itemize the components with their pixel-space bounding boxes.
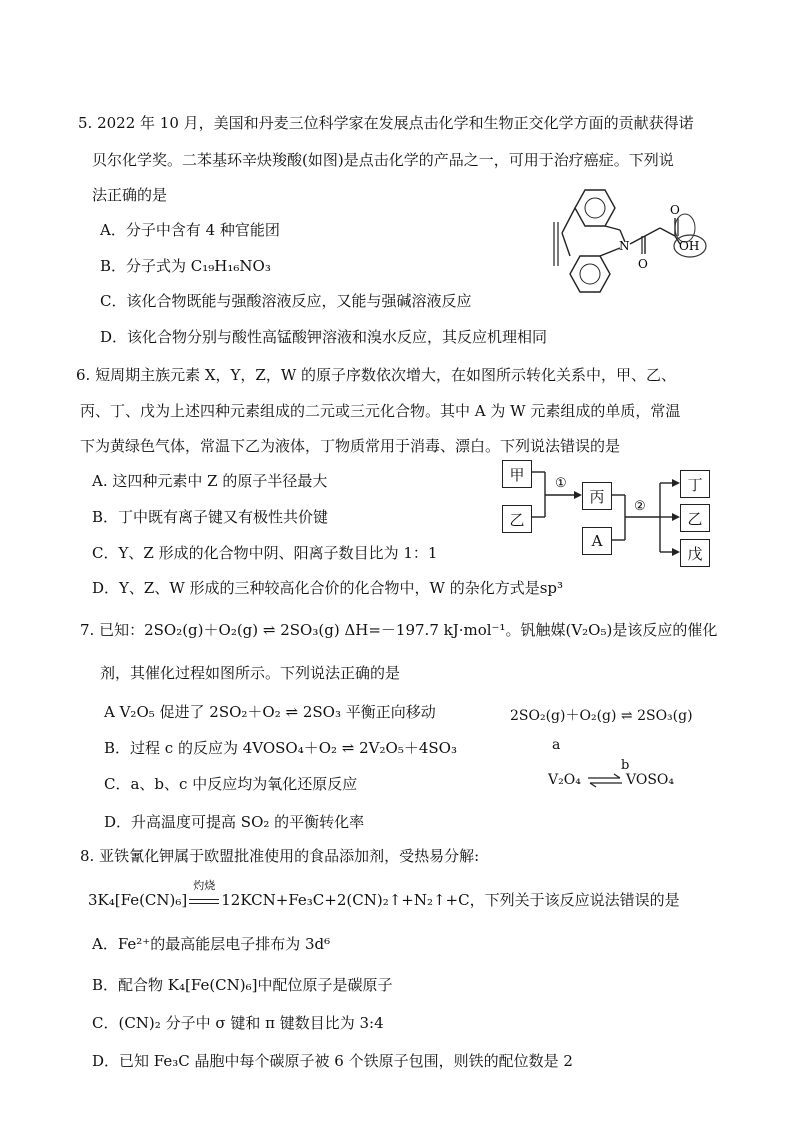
q8-equation-reactant: 3K₄[Fe(CN)₆] <box>88 891 188 909</box>
q6-stem-line2: 丙、丁、戊为上述四种元素组成的二元或三元化合物。其中 A 为 W 元素组成的单质，常温 <box>80 402 681 420</box>
step2-label: ② <box>634 499 646 514</box>
q6-option-c: C．Y、Z 形成的化合物中阴、阳离子数目比为 1：1 <box>92 544 438 562</box>
q5-stem-line3: 法正确的是 <box>92 186 168 204</box>
box-a: A <box>582 527 612 555</box>
scheme-v2o4: V₂O₄ <box>548 772 581 788</box>
q8-option-b: B．配合物 K₄[Fe(CN)₆]中配位原子是碳原子 <box>92 976 393 994</box>
q5-option-b: B．分子式为 C₁₉H₁₆NO₃ <box>100 257 271 275</box>
q5-option-c: C．该化合物既能与强酸溶液反应，又能与强碱溶液反应 <box>100 292 472 310</box>
q8-stem-line1: 8. 亚铁氰化钾属于欧盟批准使用的食品添加剂，受热易分解: <box>80 847 480 865</box>
q7-option-a: A V₂O₅ 促进了 2SO₂＋O₂ ⇌ 2SO₃ 平衡正向移动 <box>104 703 436 721</box>
q5-option-a: A．分子中含有 4 种官能团 <box>100 221 280 239</box>
nitrogen-label: N <box>619 239 630 253</box>
q6-option-a: A. 这四种元素中 Z 的原子半径最大 <box>92 472 328 490</box>
q8-condition-label: 灼烧 <box>193 879 216 892</box>
ketone-oxygen-label: O <box>638 257 648 271</box>
box-yi-product: 乙 <box>680 504 710 532</box>
equilibrium-arrow-icon <box>586 772 624 788</box>
q8-option-c: C．(CN)₂ 分子中 σ 键和 π 键数目比为 3:4 <box>92 1014 384 1032</box>
q5-stem-line1: 5. 2022 年 10 月，美国和丹麦三位科学家在发展点击化学和生物正交化学方面的贡献获得诺 <box>78 114 694 132</box>
q5-molecule-structure <box>540 178 710 308</box>
q7-stem-line2: 剂，其催化过程如图所示。下列说法正确的是 <box>100 664 401 682</box>
q5-option-d: D．该化合物分别与酸性高锰酸钾溶液和溴水反应，其反应机理相同 <box>100 328 548 346</box>
q8-equation-arrow <box>187 879 221 910</box>
step1-label: ① <box>555 476 567 491</box>
q8-option-d: D．已知 Fe₃C 晶胞中每个碳原子被 6 个铁原子包围，则铁的配位数是 2 <box>92 1052 573 1070</box>
q7-option-c: C．a、b、c 中反应均为氧化还原反应 <box>104 775 358 793</box>
q7-stem-line1: 7. 已知：2SO₂(g)＋O₂(g) ⇌ 2SO₃(g) ΔH=－197.7 kJ·mol⁻¹。钒触媒(V₂O₅)是该反应的催化 <box>80 621 718 639</box>
q8-equation-products: 12KCN+Fe₃C+2(CN)₂↑+N₂↑+C，下列关于该反应说法错误的是 <box>221 891 680 909</box>
carbonyl-oxygen-label: O <box>670 203 680 217</box>
q6-stem-line1: 6. 短周期主族元素 X，Y，Z，W 的原子序数依次增大，在如图所示转化关系中，甲、乙、 <box>76 366 677 384</box>
q6-option-d: D．Y、Z、W 形成的三种较高化合价的化合物中，W 的杂化方式是sp³ <box>92 579 564 597</box>
box-jia: 甲 <box>502 460 532 488</box>
q8-equation-line <box>88 879 680 910</box>
q6-stem-line3: 下为黄绿色气体，常温下乙为液体，丁物质常用于消毒、漂白。下列说法错误的是 <box>80 437 621 455</box>
scheme-voso4: VOSO₄ <box>626 772 675 788</box>
hydroxyl-label: OH <box>679 239 700 253</box>
box-yi-reactant: 乙 <box>502 505 532 533</box>
scheme-overall-equation: 2SO₂(g)＋O₂(g) ⇌ 2SO₃(g) <box>510 708 693 724</box>
q5-stem-line2: 贝尔化学奖。二苯基环辛炔羧酸(如图)是点击化学的产品之一，可用于治疗癌症。下列说 <box>92 151 674 169</box>
q7-option-d: D．升高温度可提高 SO₂ 的平衡转化率 <box>104 813 365 831</box>
scheme-step-a-label: a <box>552 737 561 753</box>
q7-option-b: B．过程 c 的反应为 4VOSO₄＋O₂ ⇌ 2V₂O₅＋4SO₃ <box>104 739 457 757</box>
q6-option-b: B．丁中既有离子键又有极性共价键 <box>92 508 329 526</box>
box-ding: 丁 <box>680 470 710 498</box>
box-bing: 丙 <box>582 482 612 510</box>
scheme-step-b-label: b <box>621 758 630 773</box>
box-wu: 戊 <box>680 539 710 567</box>
q8-option-a: A．Fe²⁺的最高能层电子排布为 3d⁶ <box>92 935 331 953</box>
